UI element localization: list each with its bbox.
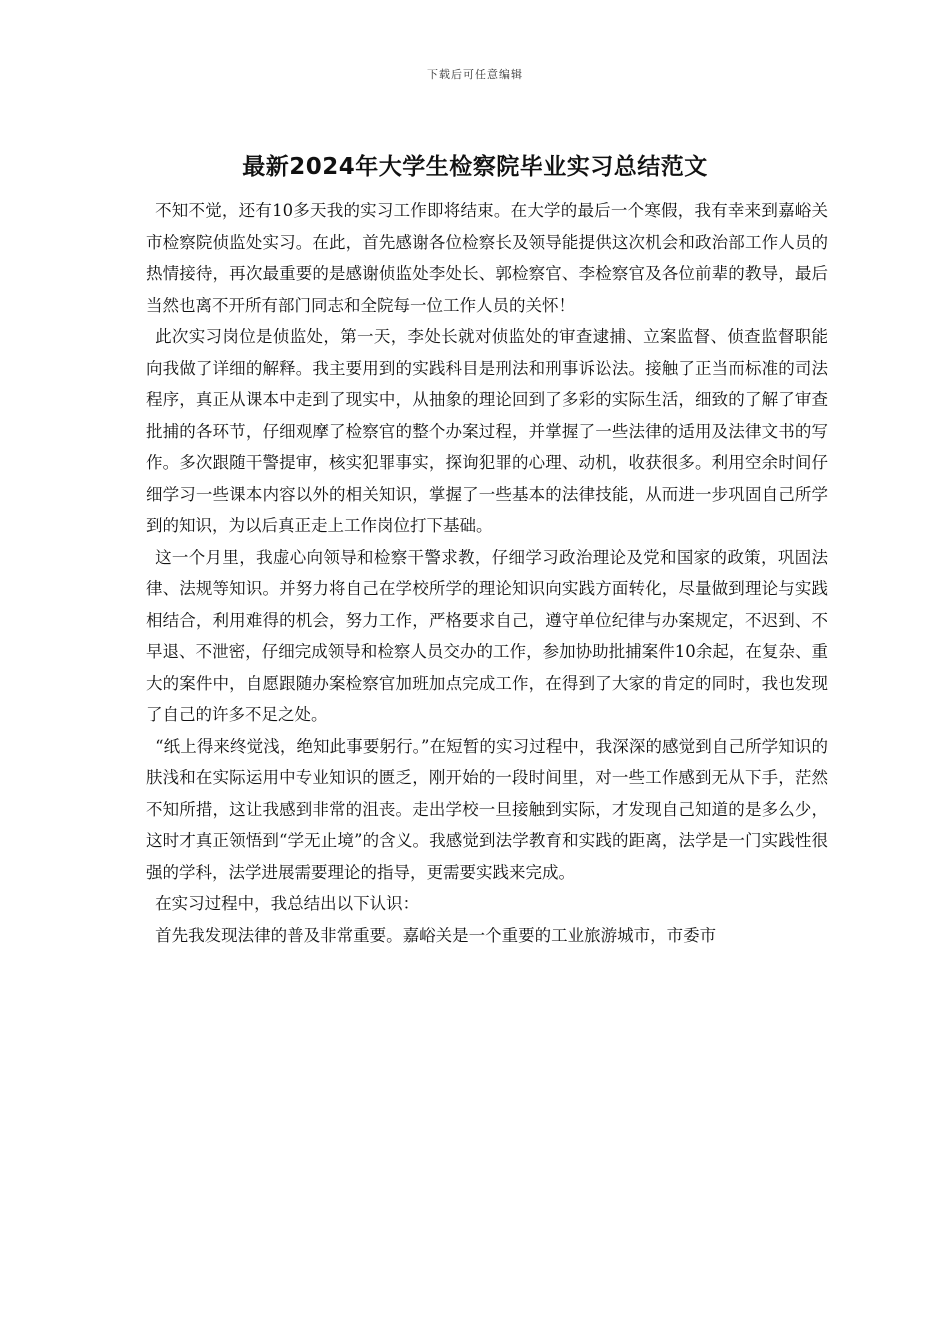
paragraph: 这一个月里，我虚心向领导和检察干警求教，仔细学习政治理论及党和国家的政策，巩固法律、法规等知识。并努力将自己在学校所学的理论知识向实践方面转化，尽量做到理论与实践相结合，利用难得的机会，努力工作，严格要求自己，遵守单位纪律与办案规定，不迟到、不早退、不泄密，仔细完成领导和检察人员交办的工作，参加协助批捕案件10余起，在复杂、重大的案件中，自愿跟随办案检察官加班加点完成工作，在得到了大家的肯定的同时，我也发现了自己的许多不足之处。	[146, 547, 828, 724]
paragraph: 不知不觉，还有10多天我的实习工作即将结束。在大学的最后一个寒假，我有幸来到嘉峪关市检察院侦监处实习。在此，首先感谢各位检察长及领导能提供这次机会和政治部工作人员的热情接待，再次最重要的是感谢侦监处李处长、郭检察官、李检察官及各位前辈的教导，最后当然也离不开所有部门同志和全院每一位工作人员的关怀！	[146, 201, 828, 315]
header-note: 下载后可任意编辑	[427, 68, 523, 81]
document-body	[146, 195, 828, 951]
paragraph: “纸上得来终觉浅，绝知此事要躬行。”在短暂的实习过程中，我深深的感觉到自己所学知识的肤浅和在实际运用中专业知识的匮乏，刚开始的一段时间里，对一些工作感到无从下手，茫然不知所措，这让我感到非常的沮丧。走出学校一旦接触到实际，才发现自己知道的是多么少，这时才真正领悟到“学无止境”的含义。我感觉到法学教育和实践的距离，法学是一门实践性很强的学科，法学进展需要理论的指导，更需要实践来完成。	[146, 736, 828, 882]
paragraph: 首先我发现法律的普及非常重要。嘉峪关是一个重要的工业旅游城市，市委市	[155, 925, 717, 945]
document-title: 最新2024年大学生检察院毕业实习总结范文	[242, 154, 708, 180]
paragraph: 此次实习岗位是侦监处，第一天，李处长就对侦监处的审查逮捕、立案监督、侦查监督职能向我做了详细的解释。我主要用到的实践科目是刑法和刑事诉讼法。接触了正当而标准的司法程序，真正从课本中走到了现实中，从抽象的理论回到了多彩的实际生活，细致的了解了审查批捕的各环节，仔细观摩了检察官的整个办案过程，并掌握了一些法律的适用及法律文书的写作。多次跟随干警提审，核实犯罪事实，探询犯罪的心理、动机，收获很多。利用空余时间仔细学习一些课本内容以外的相关知识，掌握了一些基本的法律技能，从而进一步巩固自己所学到的知识，为以后真正走上工作岗位打下基础。	[146, 327, 828, 535]
paragraph: 在实习过程中，我总结出以下认识：	[155, 894, 420, 913]
